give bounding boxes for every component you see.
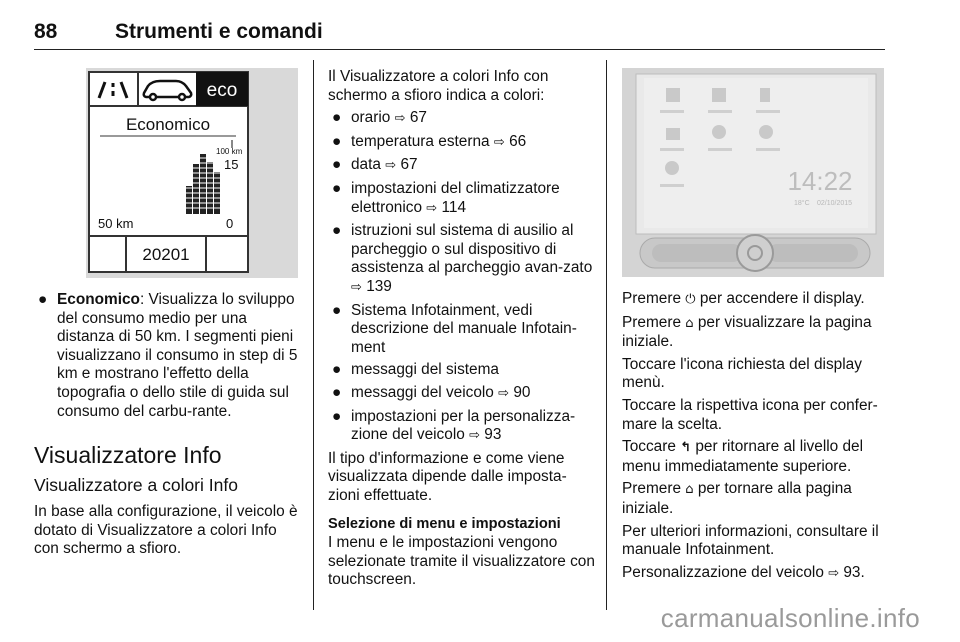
back-icon: ↰ <box>680 440 692 456</box>
page-ref-icon: ⇨ <box>385 158 397 174</box>
page-header-title: Strumenti e comandi <box>115 20 323 43</box>
power-icon: ⏻ <box>685 292 696 307</box>
eco-screen-title: Economico <box>125 115 211 134</box>
bullet-term: Economico <box>57 291 140 308</box>
instruction: Premere ⌂ per visualizzare la pagina iniziale. <box>622 313 872 351</box>
page-ref-icon: ⇨ <box>394 111 406 127</box>
paragraph: Il tipo d'informazione e come viene visualizzata dipende dalle imposta-zioni effettuate. <box>328 449 567 504</box>
list-item: ● impostazioni del climatizzatore elettronico ⇨ 114 <box>332 179 560 216</box>
column-divider-right <box>606 60 607 610</box>
infotainment-illustration <box>622 68 884 277</box>
list-item: ● impostazioni per la personalizza-zione del veicolo ⇨ 93 <box>332 407 576 444</box>
home-icon: ⌂ <box>685 315 694 331</box>
list-item: ● messaggi del sistema <box>332 361 499 379</box>
page-ref-icon: ⇨ <box>426 200 438 216</box>
list-item: ● messaggi del veicolo ⇨ 90 <box>332 383 531 401</box>
page-ref[interactable]: 67 <box>400 156 418 174</box>
paragraph: I menu e le impostazioni vengono selezionate tramite il visualizzatore con touchscreen. <box>328 534 595 589</box>
scale-min: 0 <box>226 216 234 231</box>
instruction: Premere ⏻ per accendere il display. <box>622 290 865 307</box>
eco-display-illustration <box>86 68 298 278</box>
home-icon: ⌂ <box>685 482 694 498</box>
watermark: carmanualsonline.info <box>660 603 920 633</box>
list-item: ● temperatura esterna ⇨ 66 <box>332 132 527 150</box>
page-ref-icon: ⇨ <box>351 279 362 295</box>
odometer-value: 20201 <box>142 245 190 264</box>
scale-max: 15 <box>224 157 239 172</box>
page-ref[interactable]: 139 <box>366 277 392 295</box>
page-ref[interactable]: 114 <box>441 198 467 216</box>
feature-list <box>328 109 596 446</box>
page-ref[interactable]: 90 <box>513 383 531 401</box>
paragraph: Il Visualizzatore a colori Info con schermo a sfioro indica a colori: <box>328 68 549 104</box>
column-2 <box>328 68 596 590</box>
list-item: ● istruzioni sul sistema di ausilio al parcheggio o sul dispositivo di assistenza al parcheggio avan-zato ⇨ 139 <box>332 222 593 295</box>
page-ref[interactable]: 66 <box>509 132 527 150</box>
home-clock: 14:22 <box>787 166 853 196</box>
list-item: ● orario ⇨ 67 <box>332 109 427 127</box>
instruction: Personalizzazione del veicolo ⇨ 93. <box>622 563 865 581</box>
page-ref-icon: ⇨ <box>498 385 510 401</box>
eco-display-figure <box>86 68 298 278</box>
volume-knob <box>737 235 773 271</box>
page-ref-icon: ⇨ <box>469 428 480 444</box>
instruction: Per ulteriori informazioni, consultare il manuale Infotainment. <box>622 522 879 559</box>
page-ref-icon: ⇨ <box>828 565 840 581</box>
eco-mode-label: eco <box>206 80 238 101</box>
header-rule <box>34 49 885 50</box>
home-temperature: 18°C <box>794 200 810 207</box>
home-date: 02/10/2015 <box>817 200 853 207</box>
instruction: Toccare l'icona richiesta del display menù. <box>622 355 862 392</box>
scale-unit: 100 km <box>216 147 243 156</box>
column-3 <box>622 290 888 583</box>
subheading: Selezione di menu e impostazioni <box>328 516 561 533</box>
page-ref-icon: ⇨ <box>493 134 505 150</box>
infotainment-figure <box>622 68 884 277</box>
list-item: ● data ⇨ 67 <box>332 156 418 174</box>
column-divider-left <box>313 60 314 610</box>
page-number: 88 <box>34 20 58 43</box>
list-item: ● Sistema Infotainment, vedi descrizione del manuale Infotain-ment <box>332 301 577 356</box>
column-1 <box>34 291 302 559</box>
instruction: Toccare la rispettiva icona per confer-mare la scelta. <box>622 396 878 433</box>
list-item: ● Economico: Visualizza lo sviluppo del consumo medio per una distanza di 50 km. I segmenti pieni visualizzano il consumo in step di 5 km e mostrano l'effetto della topografia o dello stile di guida sul consumo del carbu-rante. <box>38 291 298 420</box>
instruction: Toccare ↰ per ritornare al livello del menu immediatamente superiore. <box>622 438 864 475</box>
subsection-heading: Visualizzatore a colori Info <box>34 475 238 496</box>
distance-label: 50 km <box>98 216 134 231</box>
page-ref[interactable]: 67 <box>409 109 427 127</box>
paragraph: In base alla configurazione, il veicolo è dotato di Visualizzatore a colori Info con schermo a sfioro. <box>34 503 298 558</box>
bullet-text: : Visualizza lo sviluppo del consumo medio per una distanza di 50 km. I segmenti pieni visualizzano il consumo in step di 5 km e mostrano l'effetto della topografia o dello stile di guida sul consumo del carbu-rante. <box>57 291 298 420</box>
page-ref[interactable]: 93 <box>484 426 502 444</box>
section-heading: Visualizzatore Info <box>34 442 222 469</box>
instruction: Premere ⌂ per tornare alla pagina iniziale. <box>622 480 852 517</box>
